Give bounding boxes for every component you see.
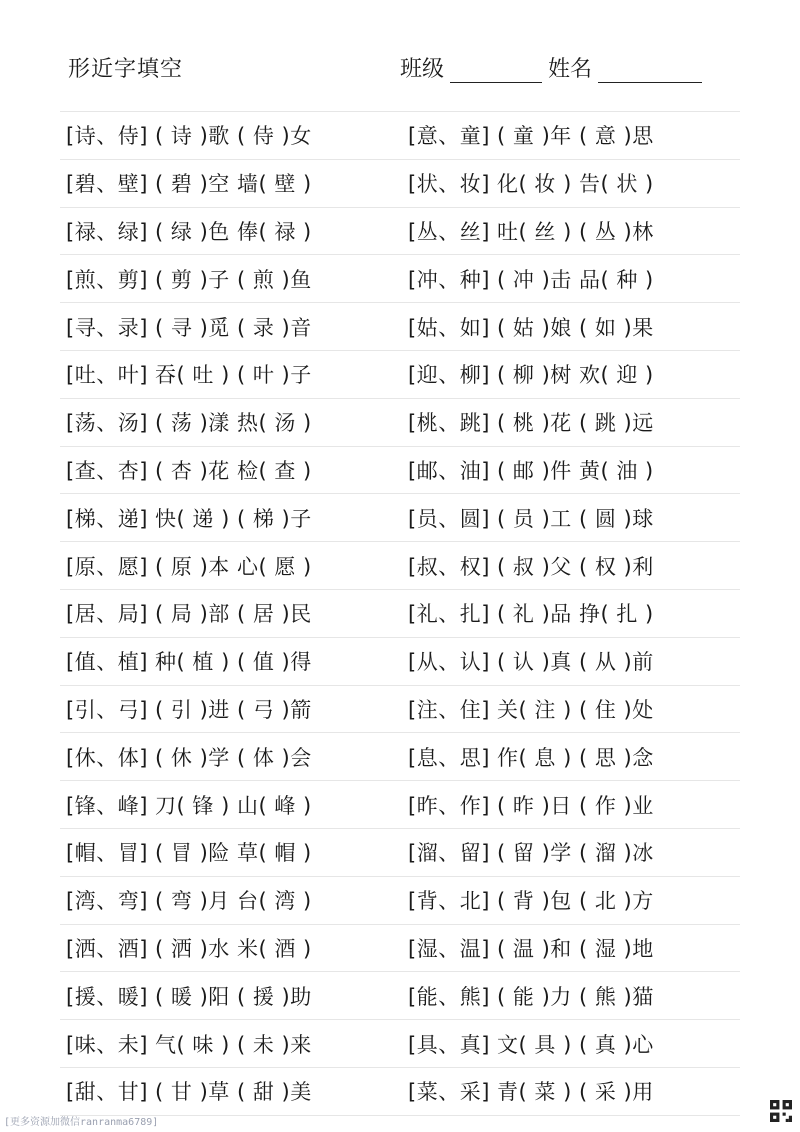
exercise-item-right: [叔、权] ( 叔 )父 ( 权 )利 (408, 554, 654, 579)
exercise-item-left: [引、弓] ( 引 )进 ( 弓 )箭 (66, 697, 312, 722)
exercise-item-right: [湿、温] ( 温 )和 ( 湿 )地 (408, 936, 654, 961)
exercise-item-right: [具、真] 文( 具 ) ( 真 )心 (408, 1032, 654, 1057)
watermark-text: [更多资源加微信ranranma6789] (4, 1117, 159, 1128)
exercise-item-right: [邮、油] ( 邮 )件 黄( 油 ) (408, 458, 654, 483)
exercise-item-left: [洒、酒] ( 洒 )水 米( 酒 ) (66, 936, 312, 961)
exercise-item-left: [甜、甘] ( 甘 )草 ( 甜 )美 (66, 1080, 312, 1105)
exercise-item-right: [背、北] ( 背 )包 ( 北 )方 (408, 889, 654, 914)
exercise-item-right: [丛、丝] 吐( 丝 ) ( 丛 )林 (408, 219, 654, 244)
exercise-row (60, 828, 740, 876)
exercise-item-left: [碧、壁] ( 碧 )空 墙( 壁 ) (66, 172, 312, 197)
exercise-item-left: [锋、峰] 刀( 锋 ) 山( 峰 ) (66, 793, 312, 818)
exercise-grid (60, 111, 740, 1116)
exercise-item-left: [吐、叶] 吞( 吐 ) ( 叶 )子 (66, 363, 312, 388)
exercise-row (60, 398, 740, 446)
exercise-item-right: [冲、种] ( 冲 )击 品( 种 ) (408, 267, 654, 292)
name-label: 姓名 (548, 57, 593, 82)
exercise-item-right: [意、童] ( 童 )年 ( 意 )思 (408, 124, 654, 149)
exercise-item-left: [味、未] 气( 味 ) ( 未 )来 (66, 1032, 312, 1057)
exercise-item-right: [迎、柳] ( 柳 )树 欢( 迎 ) (408, 363, 654, 388)
exercise-item-right: [姑、如] ( 姑 )娘 ( 如 )果 (408, 315, 654, 340)
exercise-row (60, 350, 740, 398)
exercise-row (60, 159, 740, 207)
exercise-item-left: [诗、侍] ( 诗 )歌 ( 侍 )女 (66, 124, 312, 149)
qr-code-icon (770, 1100, 792, 1122)
exercise-row (60, 1019, 740, 1067)
exercise-row (60, 732, 740, 780)
exercise-item-right: [昨、作] ( 昨 )日 ( 作 )业 (408, 793, 654, 818)
exercise-item-right: [溜、留] ( 留 )学 ( 溜 )冰 (408, 841, 654, 866)
class-label: 班级 (400, 57, 445, 82)
exercise-item-left: [煎、剪] ( 剪 )子 ( 煎 )鱼 (66, 267, 312, 292)
exercise-row (60, 446, 740, 494)
exercise-item-right: [状、妆] 化( 妆 ) 告( 状 ) (408, 172, 654, 197)
exercise-row (60, 493, 740, 541)
exercise-item-right: [桃、跳] ( 桃 )花 ( 跳 )远 (408, 411, 654, 436)
exercise-item-right: [礼、扎] ( 礼 )品 挣( 扎 ) (408, 602, 654, 627)
exercise-item-left: [休、体] ( 休 )学 ( 体 )会 (66, 745, 312, 770)
exercise-item-right: [从、认] ( 认 )真 ( 从 )前 (408, 650, 654, 675)
exercise-item-right: [息、思] 作( 息 ) ( 思 )念 (408, 745, 654, 770)
exercise-item-left: [居、局] ( 局 )部 ( 居 )民 (66, 602, 312, 627)
exercise-row (60, 541, 740, 589)
exercise-item-right: [员、圆] ( 员 )工 ( 圆 )球 (408, 506, 654, 531)
exercise-item-right: [能、熊] ( 能 )力 ( 熊 )猫 (408, 984, 654, 1009)
student-info (400, 52, 702, 83)
exercise-row (60, 637, 740, 685)
exercise-row (60, 685, 740, 733)
exercise-item-left: [湾、弯] ( 弯 )月 台( 湾 ) (66, 889, 312, 914)
exercise-item-left: [禄、绿] ( 绿 )色 俸( 禄 ) (66, 219, 312, 244)
exercise-row (60, 1067, 740, 1116)
exercise-item-left: [值、植] 种( 植 ) ( 值 )得 (66, 650, 312, 675)
exercise-item-left: [荡、汤] ( 荡 )漾 热( 汤 ) (66, 411, 312, 436)
exercise-row (60, 254, 740, 302)
exercise-row (60, 971, 740, 1019)
exercise-row (60, 780, 740, 828)
exercise-item-right: [注、住] 关( 注 ) ( 住 )处 (408, 697, 654, 722)
exercise-item-left: [援、暖] ( 暖 )阳 ( 援 )助 (66, 984, 312, 1009)
exercise-item-left: [查、杏] ( 杏 )花 检( 查 ) (66, 458, 312, 483)
page-title: 形近字填空 (68, 57, 184, 82)
exercise-row (60, 924, 740, 972)
exercise-item-left: [寻、录] ( 寻 )觅 ( 录 )音 (66, 315, 312, 340)
exercise-item-left: [帽、冒] ( 冒 )险 草( 帽 ) (66, 841, 312, 866)
exercise-row (60, 302, 740, 350)
exercise-item-left: [梯、递] 快( 递 ) ( 梯 )子 (66, 506, 312, 531)
exercise-item-left: [原、愿] ( 原 )本 心( 愿 ) (66, 554, 312, 579)
class-blank-field[interactable] (450, 56, 542, 83)
exercise-row (60, 876, 740, 924)
exercise-row (60, 207, 740, 255)
exercise-item-right: [菜、采] 青( 菜 ) ( 采 )用 (408, 1080, 654, 1105)
exercise-row (60, 589, 740, 637)
worksheet-header (68, 52, 710, 86)
name-blank-field[interactable] (598, 56, 702, 83)
exercise-row (60, 111, 740, 159)
